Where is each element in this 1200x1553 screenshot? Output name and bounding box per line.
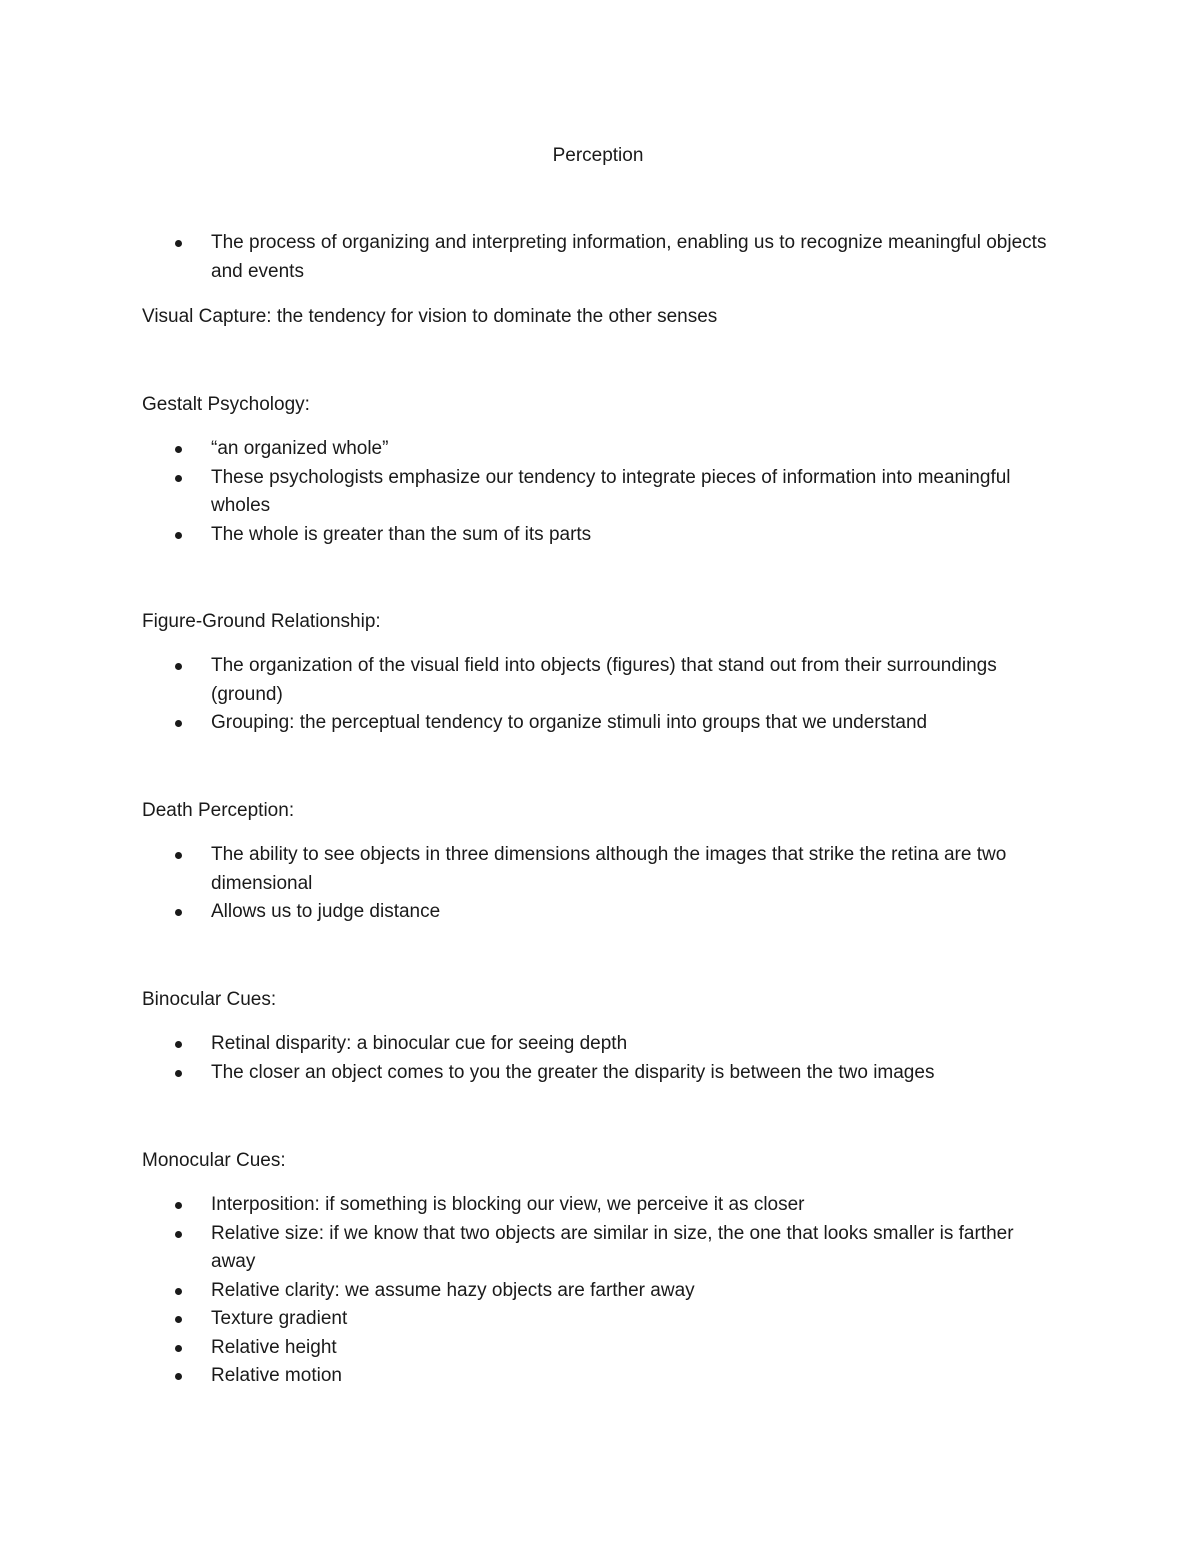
- visual-capture-text: Visual Capture: the tendency for vision to dominate the other senses: [142, 306, 718, 327]
- list-item: [142, 1191, 1062, 1220]
- bullet-text: Relative motion: [211, 1365, 342, 1386]
- section-gestalt: [142, 391, 1062, 419]
- bullet-text: Interposition: if something is blocking our view, we perceive it as closer: [211, 1194, 805, 1215]
- list-item: [142, 709, 1062, 738]
- bullet-icon: [175, 446, 182, 453]
- bullet-icon: [175, 1202, 182, 1209]
- section-heading: Gestalt Psychology:: [142, 394, 310, 415]
- list-item: [142, 652, 1062, 709]
- bullet-list: [142, 435, 1062, 549]
- section-figure-ground-list: [142, 652, 1062, 738]
- bullet-icon: [175, 475, 182, 482]
- list-item: [142, 229, 1062, 286]
- bullet-icon: [175, 1288, 182, 1295]
- bullet-icon: [175, 1231, 182, 1238]
- section-death-perception-list: [142, 841, 1062, 927]
- bullet-text: Relative clarity: we assume hazy objects are farther away: [211, 1279, 695, 1301]
- section-monocular-cues-list: [142, 1191, 1062, 1391]
- bullet-text: Relative height: [211, 1336, 337, 1358]
- section-gestalt-list: [142, 435, 1062, 549]
- section-binocular-cues: [142, 986, 1062, 1014]
- bullet-icon: [175, 909, 182, 916]
- bullet-text: The closer an object comes to you the greater the disparity is between the two images: [211, 1061, 935, 1083]
- bullet-text: “an organized whole”: [211, 438, 389, 459]
- list-item: [142, 1305, 1062, 1334]
- bullet-icon: [175, 663, 182, 670]
- bullet-icon: [175, 852, 182, 859]
- section-heading: Figure-Ground Relationship:: [142, 611, 381, 632]
- visual-capture-line: [142, 303, 1062, 332]
- list-item: [142, 464, 1062, 521]
- bullet-text: Retinal disparity: a binocular cue for seeing depth: [211, 1033, 628, 1054]
- section-heading: Binocular Cues:: [142, 989, 277, 1010]
- bullet-list: [142, 1191, 1062, 1391]
- section-heading: Death Perception:: [142, 800, 295, 821]
- bullet-icon: [175, 1373, 182, 1380]
- section-figure-ground: [142, 608, 1062, 636]
- bullet-icon: [175, 1345, 182, 1352]
- list-item: [142, 521, 1062, 550]
- bullet-icon: [175, 1070, 182, 1077]
- list-item: [142, 1362, 1062, 1391]
- list-item: [142, 1277, 1062, 1306]
- section-monocular-cues: [142, 1147, 1062, 1175]
- bullet-text: The ability to see objects in three dimensions although the images that strike the retina are two dimensional: [211, 844, 1007, 894]
- bullet-list: [142, 652, 1062, 738]
- list-item: [142, 898, 1062, 927]
- section-death-perception: [142, 797, 1062, 825]
- bullet-icon: [175, 532, 182, 539]
- bullet-icon: [175, 1041, 182, 1048]
- section-binocular-cues-list: [142, 1030, 1062, 1087]
- bullet-text: Allows us to judge distance: [211, 901, 441, 922]
- bullet-list: [142, 841, 1062, 927]
- list-item: [142, 1220, 1062, 1277]
- bullet-text: The whole is greater than the sum of its parts: [211, 523, 592, 545]
- section-heading: Monocular Cues:: [142, 1150, 286, 1171]
- list-item: [142, 841, 1062, 898]
- bullet-icon: [175, 720, 182, 727]
- list-item: [142, 435, 1062, 464]
- list-item: [142, 1334, 1062, 1363]
- bullet-text: These psychologists emphasize our tendency to integrate pieces of information into meaningful wholes: [211, 466, 1011, 516]
- bullet-text: Texture gradient: [211, 1308, 348, 1329]
- bullet-icon: [175, 240, 182, 247]
- list-item: [142, 1059, 1062, 1088]
- page-title: Perception: [552, 145, 644, 166]
- bullet-list: [142, 1030, 1062, 1087]
- bullet-text: The process of organizing and interpreting information, enabling us to recognize meaningful objects and events: [211, 232, 1047, 282]
- bullet-text: Relative size: if we know that two objects are similar in size, the one that looks smaller is farther away: [211, 1222, 1014, 1272]
- bullet-text: The organization of the visual field into objects (figures) that stand out from their surroundings (ground): [211, 655, 997, 705]
- list-item: [142, 1030, 1062, 1059]
- intro-section: [142, 229, 1062, 286]
- intro-bullet-list: [142, 229, 1062, 286]
- bullet-icon: [175, 1316, 182, 1323]
- bullet-text: Grouping: the perceptual tendency to organize stimuli into groups that we understand: [211, 712, 928, 733]
